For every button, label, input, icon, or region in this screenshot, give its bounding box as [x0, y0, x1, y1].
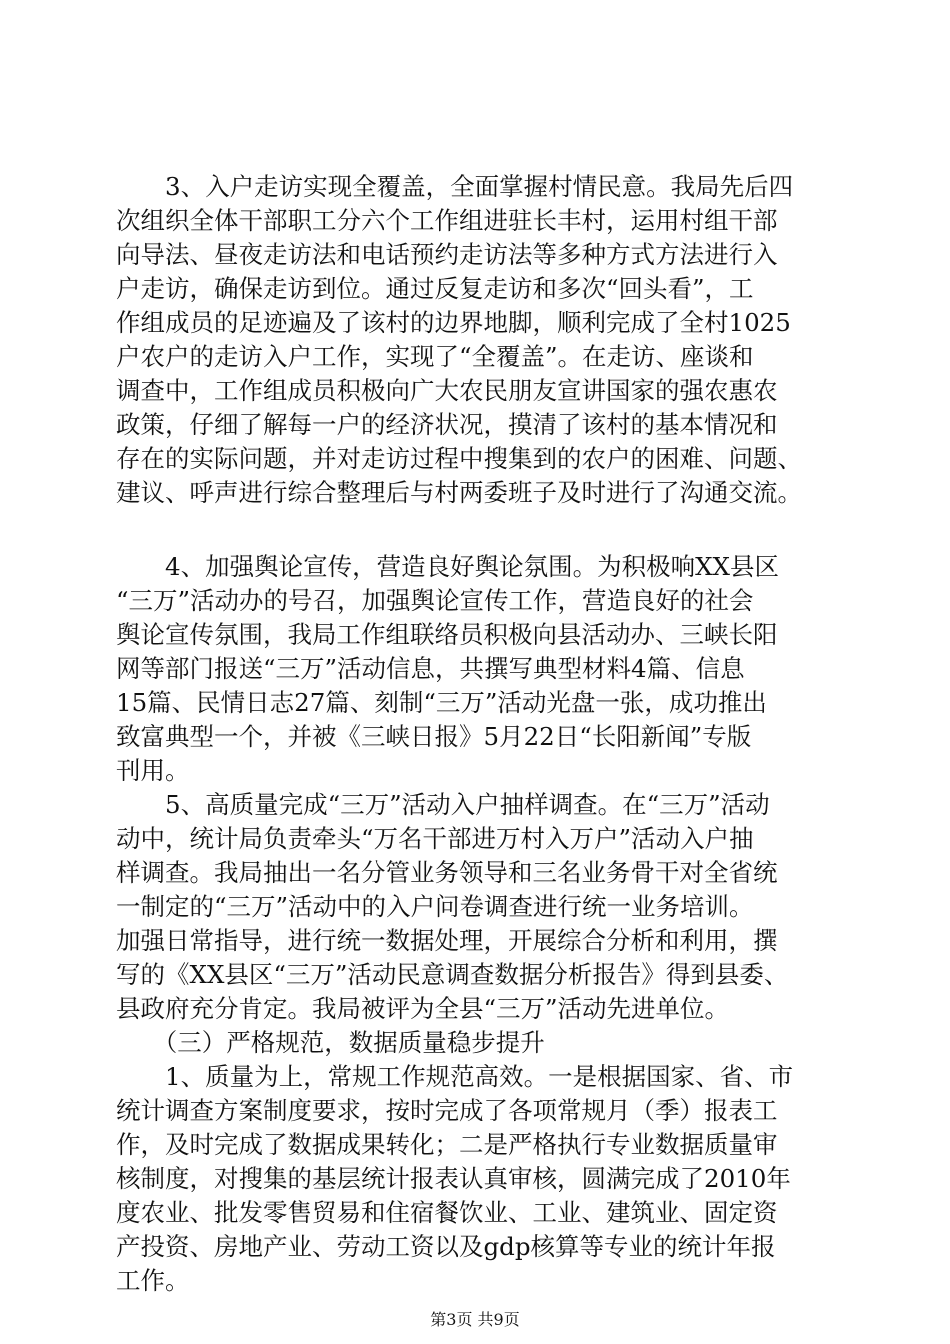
page-number-label: 第3页 共9页 [430, 1310, 520, 1329]
text-line: 一制定的“三万”活动中的入户问卷调查进行统一业务培训。 [116, 892, 754, 921]
paragraph-item-3 [116, 170, 836, 510]
text-line: 向导法、昼夜走访法和电话预约走访法等多种方式方法进行入 [116, 240, 778, 269]
text-line: 致富典型一个，并被《三峡日报》5月22日“长阳新闻”专版 [116, 722, 752, 751]
text-line: 存在的实际问题，并对走访过程中搜集到的农户的困难、问题、 [116, 444, 802, 473]
text-line: 5、高质量完成“三万”活动入户抽样调查。在“三万”活动 [116, 790, 770, 819]
page-footer [0, 1310, 950, 1330]
text-line: 写的《XX县区“三万”活动民意调查数据分析报告》得到县委、 [116, 960, 789, 989]
text-line: 调查中，工作组成员积极向广大农民朋友宣讲国家的强农惠农 [116, 376, 778, 405]
text-line: “三万”活动办的号召，加强舆论宣传工作，营造良好的社会 [116, 586, 754, 615]
text-line: 加强日常指导，进行统一数据处理，开展综合分析和利用，撰 [116, 926, 778, 955]
heading-line: （三）严格规范，数据质量稳步提升 [116, 1028, 545, 1057]
text-line: 工作。 [116, 1266, 190, 1295]
document-body [116, 170, 836, 1298]
section-heading [116, 1026, 836, 1060]
text-line: 县政府充分肯定。我局被评为全县“三万”活动先进单位。 [116, 994, 730, 1023]
paragraph-item-6 [116, 1060, 836, 1298]
text-line: 次组织全体干部职工分六个工作组进驻长丰村，运用村组干部 [116, 206, 778, 235]
text-line: 政策，仔细了解每一户的经济状况，摸清了该村的基本情况和 [116, 410, 778, 439]
text-line: 4、加强舆论宣传，营造良好舆论氛围。为积极响XX县区 [116, 552, 779, 581]
text-line: 舆论宣传氛围，我局工作组联络员积极向县活动办、三峡长阳 [116, 620, 778, 649]
text-line: 刊用。 [116, 756, 190, 785]
paragraph-item-5 [116, 788, 836, 1026]
text-line: 样调查。我局抽出一名分管业务领导和三名业务骨干对全省统 [116, 858, 778, 887]
text-line: 15篇、民情日志27篇、刻制“三万”活动光盘一张，成功推出 [116, 688, 767, 717]
text-line: 动中，统计局负责牵头“万名干部进万村入万户”活动入户抽 [116, 824, 754, 853]
text-line: 作组成员的足迹遍及了该村的边界地脚，顺利完成了全村1025 [116, 308, 791, 337]
text-line: 3、入户走访实现全覆盖，全面掌握村情民意。我局先后四 [116, 172, 794, 201]
text-line: 建议、呼声进行综合整理后与村两委班子及时进行了沟通交流。 [116, 478, 802, 507]
paragraph-spacer [116, 510, 836, 550]
text-line: 统计调查方案制度要求，按时完成了各项常规月（季）报表工 [116, 1096, 778, 1125]
paragraph-item-4 [116, 550, 836, 788]
text-line: 户农户的走访入户工作，实现了“全覆盖”。在走访、座谈和 [116, 342, 754, 371]
text-line: 网等部门报送“三万”活动信息，共撰写典型材料4篇、信息 [116, 654, 745, 683]
text-line: 1、质量为上，常规工作规范高效。一是根据国家、省、市 [116, 1062, 794, 1091]
text-line: 作，及时完成了数据成果转化；二是严格执行专业数据质量审 [116, 1130, 778, 1159]
text-line: 核制度，对搜集的基层统计报表认真审核，圆满完成了2010年 [116, 1164, 791, 1193]
text-line: 度农业、批发零售贸易和住宿餐饮业、工业、建筑业、固定资 [116, 1198, 778, 1227]
text-line: 户走访，确保走访到位。通过反复走访和多次“回头看”，工 [116, 274, 754, 303]
text-line: 产投资、房地产业、劳动工资以及gdp核算等专业的统计年报 [116, 1232, 776, 1261]
